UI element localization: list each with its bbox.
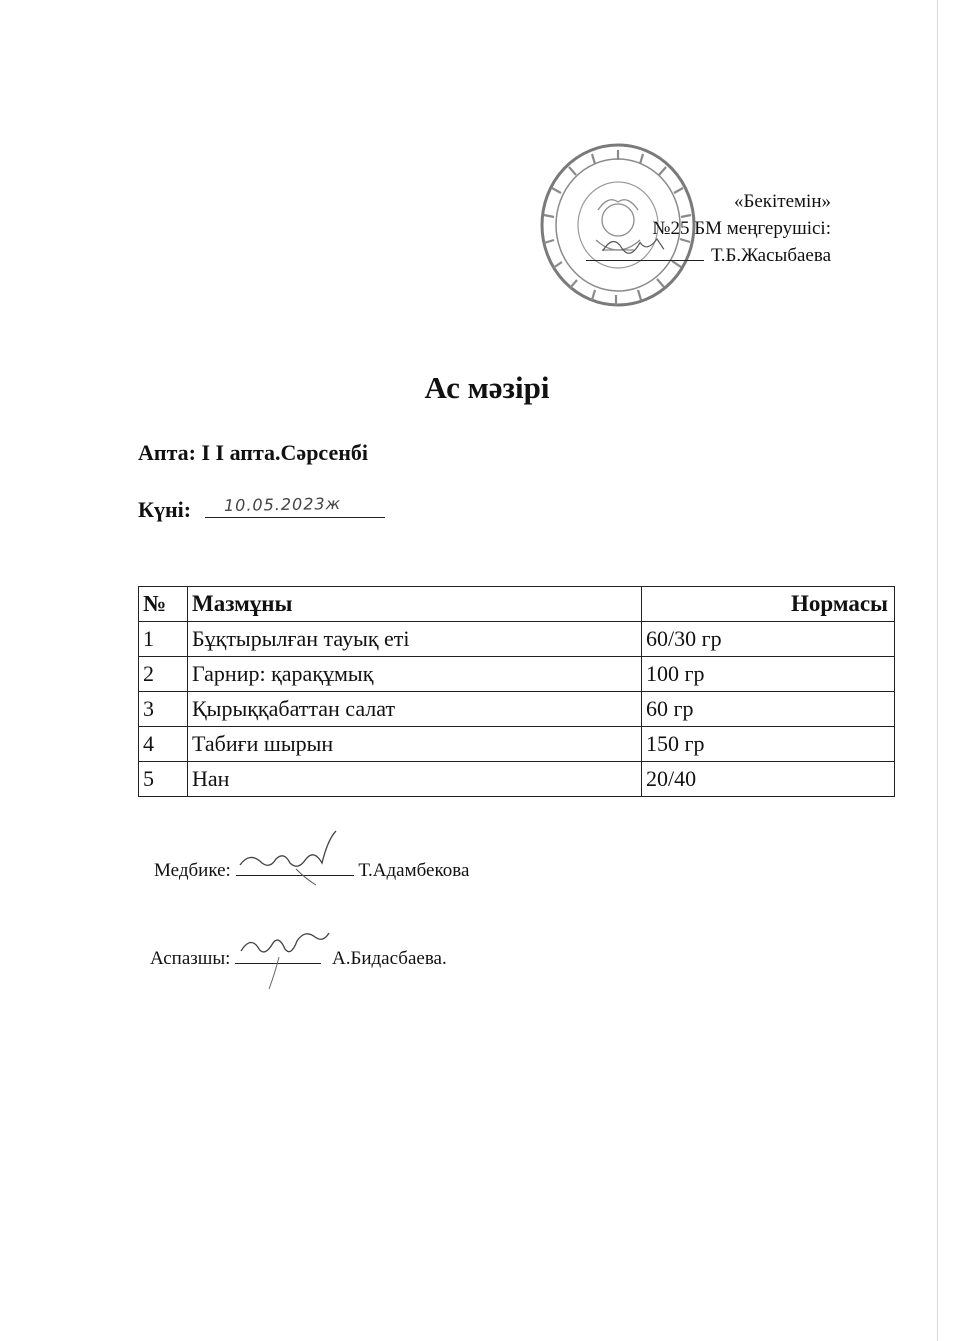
approval-heading: «Бекітемін» — [733, 191, 831, 212]
scan-edge-line — [937, 0, 938, 1341]
table-row — [139, 657, 895, 692]
row-number: 3 — [139, 692, 188, 727]
approval-block — [586, 188, 831, 269]
table-row — [139, 727, 895, 762]
row-norm: 150 гр — [642, 727, 895, 762]
week-line: Апта: I I апта.Сәрсенбі — [138, 440, 369, 465]
page-title: Ас мәзірі — [424, 370, 550, 405]
cook-signature-line — [235, 945, 321, 964]
menu-table — [138, 586, 895, 797]
nurse-signature-row — [154, 857, 469, 882]
row-number: 2 — [139, 657, 188, 692]
approval-position: №25 БМ меңгерушісі: — [652, 218, 831, 239]
approval-signature-row — [586, 242, 831, 269]
cook-name: А.Бидасбаева. — [331, 948, 447, 969]
date-underline — [205, 517, 385, 518]
table-row — [139, 622, 895, 657]
date-value: 10.05.2023ж — [223, 493, 342, 516]
row-norm: 100 гр — [642, 657, 895, 692]
handwritten-signature-icon — [235, 921, 335, 991]
header-number: № — [139, 587, 188, 622]
approval-signature-line — [586, 244, 704, 261]
approval-head-name: Т.Б.Жасыбаева — [711, 245, 831, 266]
cook-signature-row — [150, 945, 447, 970]
nurse-name: Т.Адамбекова — [358, 860, 470, 881]
date-label: Күні: — [138, 497, 192, 522]
row-norm: 20/40 — [642, 762, 895, 797]
row-norm: 60 гр — [642, 692, 895, 727]
row-name: Қырыққабаттан салат — [188, 692, 642, 727]
row-name: Табиғи шырын — [188, 727, 642, 762]
nurse-label: Медбике: — [154, 860, 231, 881]
nurse-signature-line — [236, 857, 354, 876]
row-name: Гарнир: қарақұмық — [188, 657, 642, 692]
row-number: 4 — [139, 727, 188, 762]
handwritten-signature-icon — [596, 230, 696, 260]
table-row — [139, 762, 895, 797]
table-row — [139, 692, 895, 727]
row-number: 5 — [139, 762, 188, 797]
header-content: Мазмұны — [188, 587, 642, 622]
row-name: Бұқтырылған тауық еті — [188, 622, 642, 657]
cook-label: Аспазшы: — [150, 948, 231, 969]
header-norm: Нормасы — [642, 587, 895, 622]
row-norm: 60/30 гр — [642, 622, 895, 657]
handwritten-signature-icon — [236, 829, 356, 889]
table-header-row — [139, 587, 895, 622]
row-name: Нан — [188, 762, 642, 797]
row-number: 1 — [139, 622, 188, 657]
